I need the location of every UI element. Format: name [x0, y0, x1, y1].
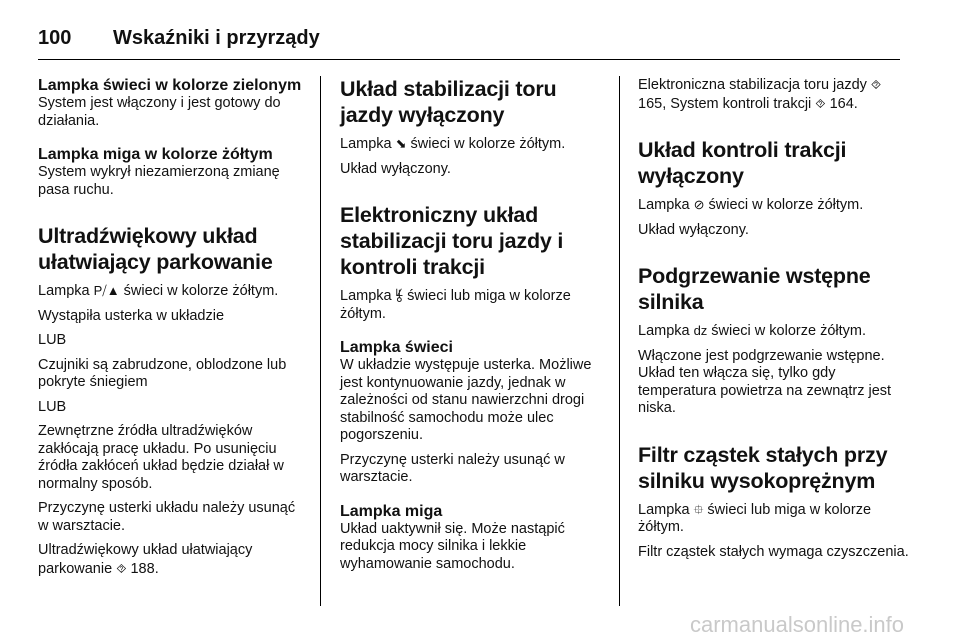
dpf-lamp-text: Lampka ⯐ świeci lub miga w kolorze żółtym.	[638, 501, 872, 535]
column-divider-right	[619, 76, 620, 606]
arrow-icon: ⯑	[116, 560, 127, 576]
parking-fault-text: Wystąpiła usterka w układzie	[38, 307, 225, 324]
section-text-yellow-blink: System wykrył niezamierzoną zmianę pasa ruchu.	[38, 164, 280, 198]
dpf-cleaning-text: Filtr cząstek stałych wymaga czyszczenia.	[638, 543, 909, 560]
section-title-dpf: Filtr cząstek stałych przy silniku wysokoprężnym	[638, 442, 888, 493]
page-header	[38, 18, 902, 58]
esc-off-lamp-text: Lampka ⬊ świeci w kolorze żółtym.	[340, 136, 566, 152]
particle-filter-icon: ⯐	[693, 501, 704, 517]
section-title-lamp-blink: Lampka miga	[340, 502, 443, 520]
column-divider-left	[320, 76, 321, 606]
esc-tc-lamp-text: Lampka ⯉ świeci lub miga w kolorze żółtym.	[340, 288, 571, 322]
section-title-esc-off: Układ stabilizacji toru jazdy wyłączony	[340, 77, 557, 127]
arrow-icon: ⯑	[870, 77, 882, 92]
parking-or-1: LUB	[38, 332, 67, 348]
page-number: 100	[38, 26, 72, 49]
preheat-lamp-text: Lampka ǳ świeci w kolorze żółtym.	[638, 323, 866, 339]
esc-off-icon: ⬊	[395, 136, 407, 151]
watermark: carmanualsonline.info	[690, 612, 905, 637]
section-title-green: Lampka świeci w kolorze zielonym	[38, 77, 302, 94]
arrow-icon: ⯑	[815, 95, 826, 111]
parking-reference-text: Ultradźwiękowy układ ułatwiający parkowanie ⯑ 188.	[38, 542, 253, 577]
section-title-tc-off: Układ kontroli trakcji wyłączony	[638, 138, 847, 188]
esc-icon: ⯉	[395, 288, 404, 303]
column-middle	[340, 76, 610, 573]
section-text-green: System jest włączony i jest gotowy do działania.	[38, 95, 281, 129]
glow-plug-icon: ǳ	[693, 323, 708, 338]
section-title-lamp-on: Lampka świeci	[340, 339, 453, 356]
lamp-on-text: W układzie występuje usterka. Możliwe jest kontynuowanie jazdy, jednak w zależności od stanu nawierzchni drogi stabilność samochodu może ulec pogorszeniu.	[340, 357, 592, 443]
esc-off-status-text: Układ wyłączony.	[340, 160, 451, 177]
header-divider	[38, 59, 900, 60]
section-title-yellow-blink: Lampka miga w kolorze żółtym	[38, 146, 273, 163]
traction-control-off-icon: ⊘	[693, 197, 705, 212]
lamp-blink-text: Układ uaktywnił się. Może nastąpić redukcja mocy silnika i lekkie wyhamowanie samochodu.	[340, 520, 565, 572]
parking-assist-icon: P⧸▲	[93, 283, 120, 298]
lamp-on-workshop-text: Przyczynę usterki należy usunąć w warsztacie.	[340, 451, 565, 485]
section-title-preheat: Podgrzewanie wstępne silnika	[638, 264, 871, 314]
parking-lamp-paragraph: Lampka P⧸▲ świeci w kolorze żółtym.	[38, 283, 279, 299]
section-title-parking-assist: Ultradźwiękowy układ ułatwiający parkowanie	[38, 224, 273, 274]
page-title: Wskaźniki i przyrządy	[113, 26, 320, 49]
parking-workshop-text: Przyczynę usterki układu należy usunąć w warsztacie.	[38, 500, 296, 534]
section-title-esc-tc: Elektroniczny układ stabilizacji toru jazdy i kontroli trakcji	[340, 203, 564, 279]
parking-sensors-text: Czujniki są zabrudzone, oblodzone lub pokryte śniegiem	[38, 356, 287, 390]
tc-off-lamp-text: Lampka ⊘ świeci w kolorze żółtym.	[638, 197, 864, 213]
cross-reference-text: Elektroniczna stabilizacja toru jazdy ⯑ 165, System kontroli trakcji ⯑ 164.	[638, 77, 882, 112]
parking-interference-text: Zewnętrzne źródła ultradźwięków zakłócają pracę układu. Po usunięciu źródła zakłóceń układ będzie działał w normalny sposób.	[38, 423, 284, 492]
column-right	[638, 76, 913, 561]
tc-off-status-text: Układ wyłączony.	[638, 221, 749, 238]
column-left	[38, 76, 306, 578]
parking-or-2: LUB	[38, 398, 67, 415]
preheat-description-text: Włączone jest podgrzewanie wstępne. Układ ten włącza się, tylko gdy temperatura powietrza na zewnątrz jest niska.	[638, 347, 892, 416]
